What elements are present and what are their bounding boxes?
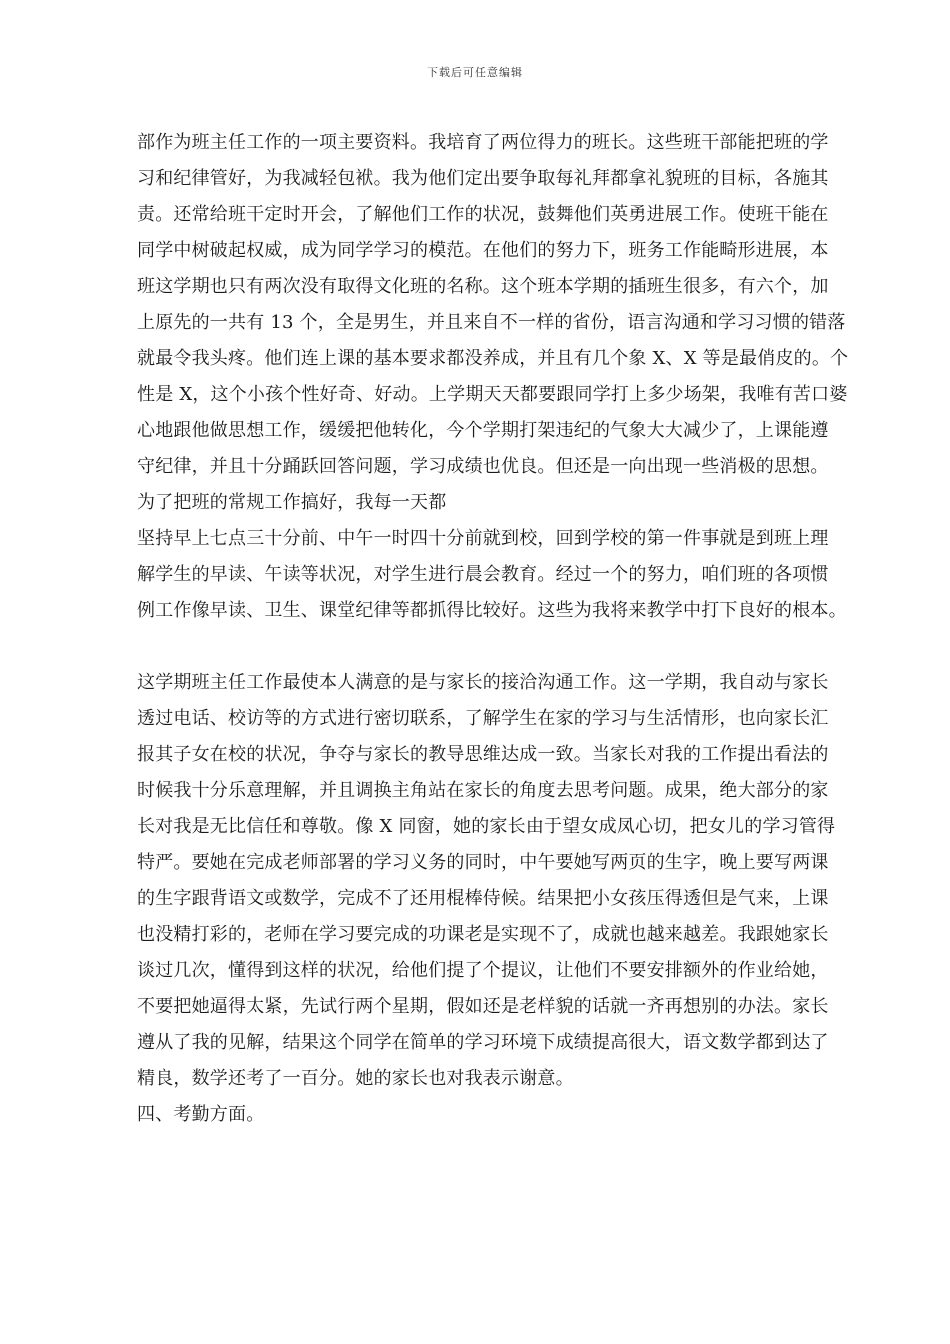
text-line: 坚持早上七点三十分前、中午一时四十分前就到校，回到学校的第一件事就是到班上理 [137, 528, 829, 549]
text-line: 解学生的早读、午读等状况，对学生进行晨会教育。经过一个的努力，咱们班的各项惯 [137, 564, 829, 585]
text-line: 上原先的一共有 13 个，全是男生，并且来自不一样的省份，语言沟通和学习习惯的错落 [137, 312, 846, 333]
text-line: 报其子女在校的状况，争夺与家长的教导思维达成一致。当家长对我的工作提出看法的 [137, 744, 829, 765]
text-line: 遵从了我的见解，结果这个同学在简单的学习环境下成绩提高很大，语文数学都到达了 [137, 1032, 829, 1053]
text-line: 同学中树破起权威，成为同学学习的模范。在他们的努力下，班务工作能畸形进展，本 [137, 240, 829, 261]
paragraph-block [137, 665, 897, 1133]
text-line: 四、考勤方面。 [137, 1104, 265, 1125]
text-line: 就最令我头疼。他们连上课的基本要求都没养成，并且有几个象 X、X 等是最俏皮的。个 [137, 348, 849, 369]
text-line: 习和纪律管好，为我减轻包袱。我为他们定出要争取每礼拜都拿礼貌班的目标，各施其 [137, 168, 829, 189]
text-line: 班这学期也只有两次没有取得文化班的名称。这个班本学期的插班生很多，有六个，加 [137, 276, 829, 297]
text-line: 特严。要她在完成老师部署的学习义务的同时，中午要她写两页的生字，晚上要写两课 [137, 852, 829, 873]
text-line: 精良，数学还考了一百分。她的家长也对我表示谢意。 [137, 1068, 574, 1089]
text-line: 不要把她逼得太紧，先试行两个星期，假如还是老样貌的话就一齐再想别的办法。家长 [137, 996, 829, 1017]
text-line: 心地跟他做思想工作，缓缓把他转化，今个学期打架违纪的气象大大减少了，上课能遵 [137, 420, 829, 441]
text-line: 性是 X，这个小孩个性好奇、好动。上学期天天都要跟同学打上多少场架，我唯有苦口婆 [137, 384, 848, 405]
text-line: 部作为班主任工作的一项主要资料。我培育了两位得力的班长。这些班干部能把班的学 [137, 132, 829, 153]
paragraph-block [137, 125, 897, 629]
text-line: 守纪律，并且十分踊跃回答问题，学习成绩也优良。但还是一向出现一些消极的思想。 [137, 456, 829, 477]
text-line: 这学期班主任工作最使本人满意的是与家长的接洽沟通工作。这一学期，我自动与家长 [137, 672, 829, 693]
paragraph-gap [137, 629, 897, 665]
text-line: 长对我是无比信任和尊敬。像 X 同窗，她的家长由于望女成凤心切，把女儿的学习管得 [137, 816, 836, 837]
text-line: 例工作像早读、卫生、课堂纪律等都抓得比较好。这些为我将来教学中打下良好的根本。 [137, 600, 847, 621]
text-line: 为了把班的常规工作搞好，我每一天都 [137, 492, 447, 513]
text-line: 透过电话、校访等的方式进行密切联系，了解学生在家的学习与生活情形，也向家长汇 [137, 708, 829, 729]
text-line: 也没精打彩的，老师在学习要完成的功课老是实现不了，成就也越来越差。我跟她家长 [137, 924, 829, 945]
text-line: 的生字跟背语文或数学，完成不了还用棍棒侍候。结果把小女孩压得透但是气来，上课 [137, 888, 829, 909]
document-body [137, 125, 897, 1133]
page-header: 下载后可任意编辑 [427, 66, 523, 79]
text-line: 时候我十分乐意理解，并且调换主角站在家长的角度去思考问题。成果，绝大部分的家 [137, 780, 829, 801]
text-line: 责。还常给班干定时开会，了解他们工作的状况，鼓舞他们英勇进展工作。使班干能在 [137, 204, 829, 225]
text-line: 谈过几次，懂得到这样的状况，给他们提了个提议，让他们不要安排额外的作业给她， [137, 960, 829, 981]
